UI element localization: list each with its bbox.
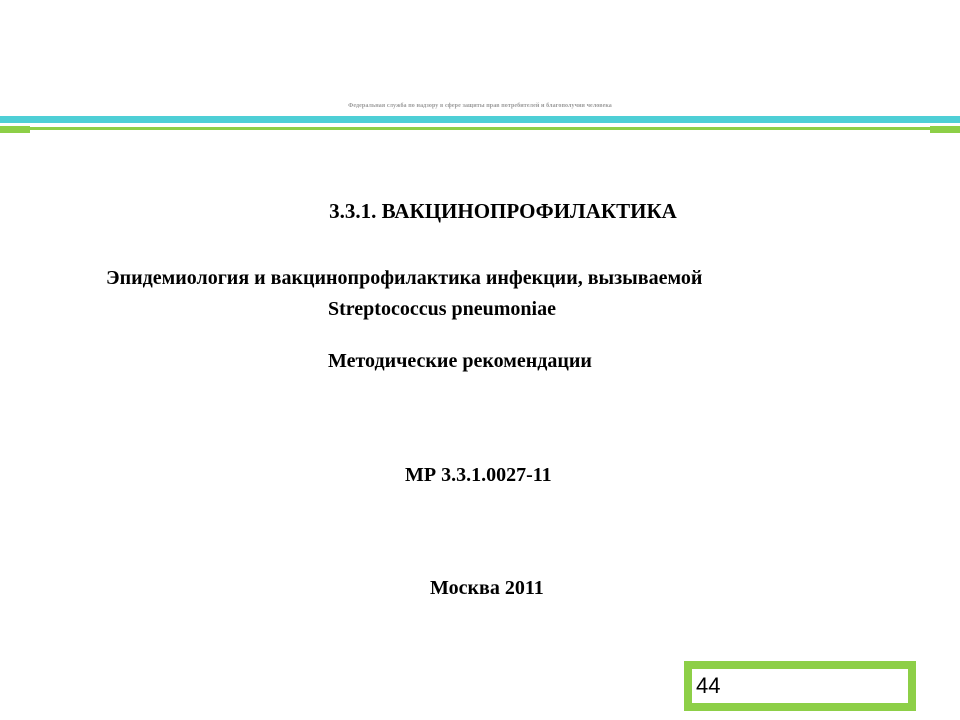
document-subtitle-line-2: Streptococcus pneumoniae bbox=[328, 298, 556, 320]
green-divider-left-cap bbox=[0, 126, 30, 133]
green-divider bbox=[30, 127, 930, 130]
document-number: МР 3.3.1.0027-11 bbox=[405, 464, 552, 486]
document-subtitle-line-1: Эпидемиология и вакцинопрофилактика инфекции, вызываемой bbox=[106, 267, 703, 289]
organization-note: Федеральная служба по надзору в сфере защиты прав потребителей и благополучия человека bbox=[348, 103, 612, 109]
page-number-box bbox=[684, 661, 916, 711]
page-number: 44 bbox=[692, 669, 908, 703]
place-and-year: Москва 2011 bbox=[430, 577, 544, 599]
document-heading: 3.3.1. ВАКЦИНОПРОФИЛАКТИКА bbox=[329, 199, 677, 223]
green-divider-right-cap bbox=[930, 126, 960, 133]
document-type: Методические рекомендации bbox=[328, 350, 592, 372]
cyan-divider bbox=[0, 116, 960, 123]
